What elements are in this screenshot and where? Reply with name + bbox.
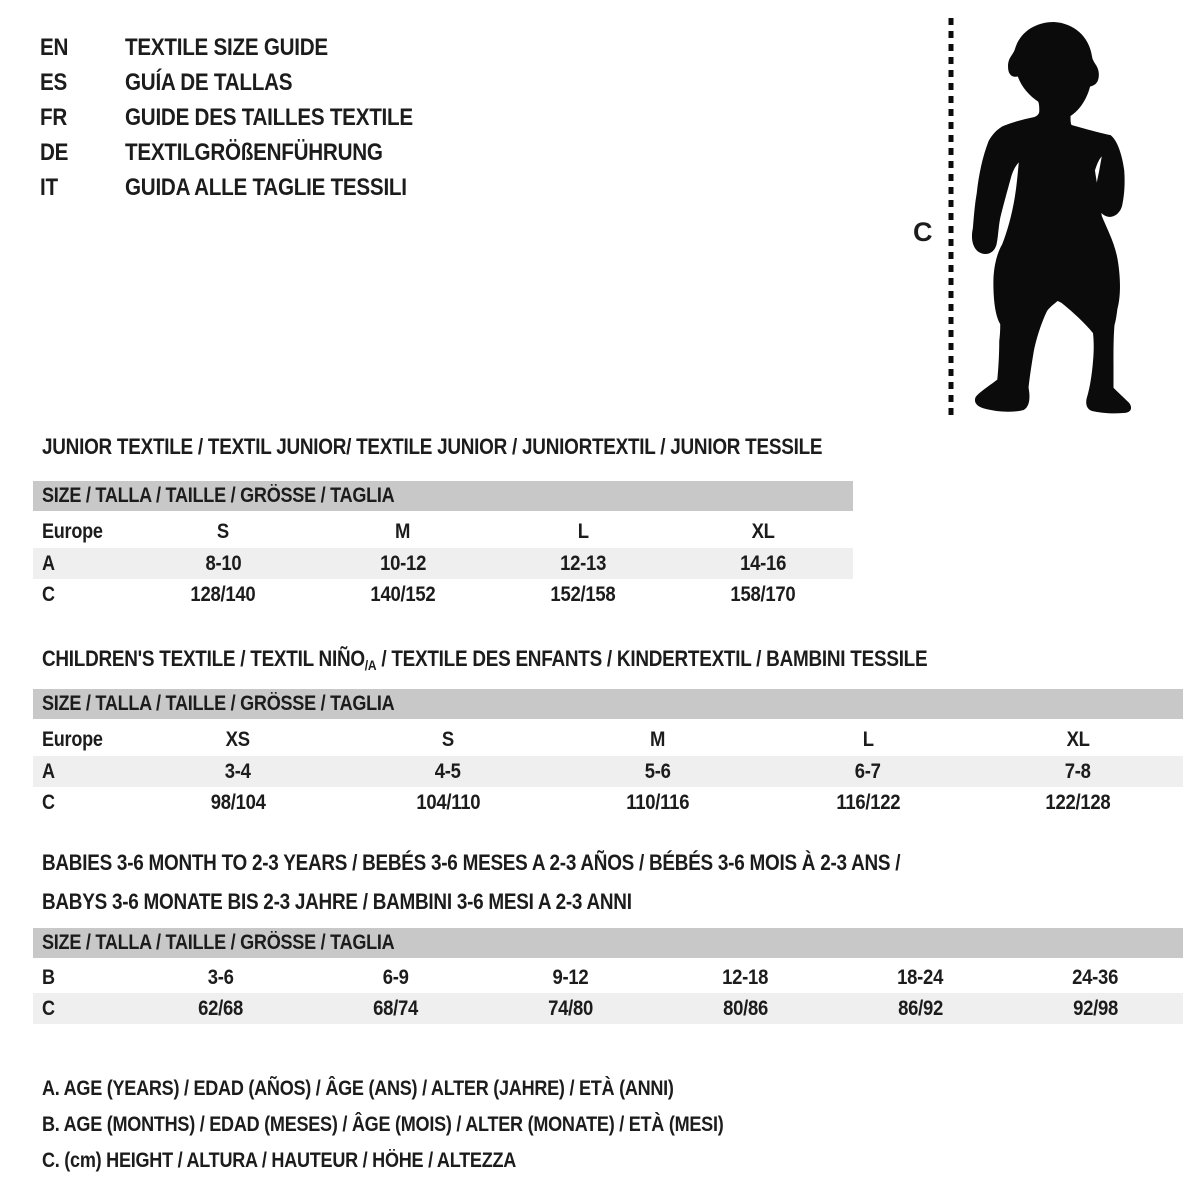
table-row-a — [33, 548, 853, 579]
footnote-c-text: C. (cm) HEIGHT / ALTURA / HAUTEUR / HÖHE / ALTEZZA — [42, 1149, 517, 1172]
table-cell: 3-6 — [207, 966, 234, 989]
table-cell: 4-5 — [435, 760, 461, 783]
column-header: M — [395, 520, 411, 543]
table-cell: 80/86 — [723, 997, 768, 1020]
language-title: TEXTILGRÖßENFÜHRUNG — [124, 139, 383, 166]
row-label: B — [42, 966, 55, 989]
footnote-b — [42, 1107, 834, 1143]
size-header-text: SIZE / TALLA / TAILLE / GRÖSSE / TAGLIA — [42, 484, 395, 507]
size-header-text: SIZE / TALLA / TAILLE / GRÖSSE / TAGLIA — [42, 931, 395, 954]
language-title: GUIDE DES TAILLES TEXTILE — [124, 104, 413, 131]
column-header: XL — [1066, 728, 1090, 751]
language-row-es — [40, 65, 459, 100]
toddler-silhouette-icon — [968, 22, 1134, 416]
height-dashed-line-icon — [948, 18, 954, 418]
table-cell: 158/170 — [730, 583, 796, 606]
region-header: Europe — [42, 728, 103, 751]
table-row-a — [33, 756, 1183, 787]
babies-size-table — [33, 928, 1183, 1024]
footnote-c — [42, 1143, 834, 1179]
table-cell: 110/116 — [626, 791, 690, 814]
table-row-b — [33, 962, 1183, 993]
table-cell: 74/80 — [548, 997, 593, 1020]
footnote-b-text: B. AGE (MONTHS) / EDAD (MESES) / ÂGE (MOIS) / ALTER (MONATE) / ETÀ (MESI) — [42, 1113, 724, 1136]
table-cell: 140/152 — [370, 583, 436, 606]
table-row-c — [33, 579, 853, 610]
table-cell: 18-24 — [897, 966, 944, 989]
table-row-c — [33, 787, 1183, 818]
junior-size-table — [33, 481, 853, 610]
footnote-a — [42, 1071, 834, 1107]
column-header: XL — [751, 520, 775, 543]
table-cell: 8-10 — [205, 552, 241, 575]
size-header-text: SIZE / TALLA / TAILLE / GRÖSSE / TAGLIA — [42, 692, 395, 715]
table-cell: 6-7 — [855, 760, 881, 783]
footnote-a-text: A. AGE (YEARS) / EDAD (AÑOS) / ÂGE (ANS) / ALTER (JAHRE) / ETÀ (ANNI) — [42, 1077, 674, 1100]
language-code: DE — [40, 139, 69, 166]
junior-section-title — [42, 434, 949, 460]
column-header-row — [33, 515, 853, 548]
table-cell: 3-4 — [225, 760, 251, 783]
table-cell: 104/110 — [416, 791, 480, 814]
junior-section-title-text: JUNIOR TEXTILE / TEXTIL JUNIOR/ TEXTILE JUNIOR / JUNIORTEXTIL / JUNIOR TESSILE — [42, 434, 823, 459]
table-cell: 122/128 — [1045, 791, 1111, 814]
table-cell: 6-9 — [382, 966, 409, 989]
children-section-title-text — [42, 646, 927, 678]
row-label: A — [42, 552, 55, 575]
language-title: TEXTILE SIZE GUIDE — [124, 34, 328, 61]
title-suffix: / TEXTILE DES ENFANTS / KINDERTEXTIL / BAMBINI TESSILE — [376, 646, 928, 671]
language-row-fr — [40, 100, 459, 135]
table-cell: 9-12 — [552, 966, 589, 989]
table-cell: 12-18 — [722, 966, 769, 989]
table-cell: 92/98 — [1073, 997, 1118, 1020]
language-row-en — [40, 30, 459, 65]
table-cell: 12-13 — [560, 552, 606, 575]
height-measure-label: C — [913, 217, 933, 247]
table-row-c — [33, 993, 1183, 1024]
table-cell: 7-8 — [1065, 760, 1091, 783]
babies-title-line2: BABYS 3-6 MONATE BIS 2-3 JAHRE / BAMBINI 3-6 MESI A 2-3 ANNI — [42, 889, 632, 914]
language-title: GUÍA DE TALLAS — [124, 69, 292, 96]
row-label: C — [42, 583, 55, 606]
column-header: L — [862, 728, 874, 751]
children-size-table — [33, 689, 1183, 818]
table-cell: 128/140 — [190, 583, 256, 606]
size-header-bar — [33, 928, 1183, 958]
table-cell: 14-16 — [740, 552, 786, 575]
size-header-bar — [33, 689, 1183, 719]
table-cell: 116/122 — [836, 791, 900, 814]
table-cell: 24-36 — [1072, 966, 1119, 989]
babies-title-line1: BABIES 3-6 MONTH TO 2-3 YEARS / BEBÉS 3-6 MESES A 2-3 AÑOS / BÉBÉS 3-6 MOIS À 2-3 ANS / — [42, 850, 901, 875]
column-header: XS — [225, 728, 251, 751]
column-header: L — [577, 520, 589, 543]
title-subscript: /A — [364, 657, 377, 673]
language-title-block — [40, 30, 459, 205]
language-code: ES — [40, 69, 68, 96]
column-header: S — [216, 520, 230, 543]
title-prefix: CHILDREN'S TEXTILE / TEXTIL NIÑO — [42, 646, 365, 671]
table-cell: 86/92 — [898, 997, 943, 1020]
column-header: M — [650, 728, 666, 751]
children-section-title — [42, 646, 1071, 678]
table-cell: 10-12 — [380, 552, 426, 575]
row-label: C — [42, 791, 55, 814]
column-header: S — [441, 728, 455, 751]
region-header: Europe — [42, 520, 103, 543]
language-title: GUIDA ALLE TAGLIE TESSILI — [124, 174, 407, 201]
language-row-de — [40, 135, 459, 170]
row-label: A — [42, 760, 55, 783]
column-header-row — [33, 723, 1183, 756]
language-code: EN — [40, 34, 69, 61]
table-cell: 5-6 — [645, 760, 671, 783]
table-cell: 98/104 — [210, 791, 266, 814]
table-cell: 152/158 — [550, 583, 616, 606]
size-header-bar — [33, 481, 853, 511]
language-row-it — [40, 170, 459, 205]
language-code: FR — [40, 104, 68, 131]
table-cell: 68/74 — [373, 997, 418, 1020]
language-code: IT — [40, 174, 58, 201]
babies-section-title — [42, 843, 1040, 921]
footnotes — [42, 1071, 834, 1179]
table-cell: 62/68 — [198, 997, 243, 1020]
row-label: C — [42, 997, 55, 1020]
